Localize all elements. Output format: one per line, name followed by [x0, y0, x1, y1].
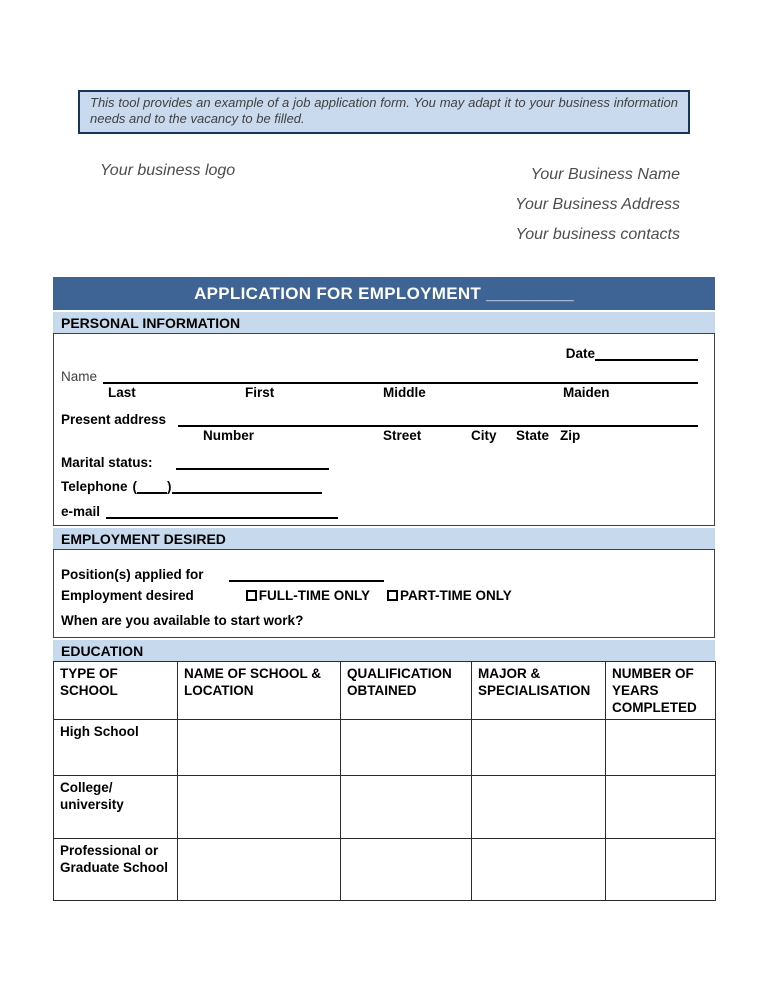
employment-type-row: [61, 582, 698, 609]
sublabel-state: State: [516, 428, 550, 443]
education-cell-empty: [606, 776, 716, 839]
section-heading-employment: EMPLOYMENT DESIRED: [53, 528, 715, 549]
position-applied-label: Position(s) applied for: [61, 567, 204, 582]
fulltime-option: [246, 588, 370, 603]
education-cell-empty: [341, 776, 472, 839]
education-cell-empty: [472, 839, 606, 901]
education-row-label: College/ university: [54, 776, 178, 839]
telephone-paren-open: (: [132, 479, 138, 494]
business-address: Your Business Address: [515, 196, 680, 213]
personal-info-box: [53, 333, 715, 526]
sublabel-first: First: [245, 385, 275, 400]
education-cell-empty: [341, 839, 472, 901]
present-address-label: Present address: [61, 412, 167, 427]
form-title: APPLICATION FOR EMPLOYMENT: [194, 284, 482, 303]
fulltime-checkbox-icon[interactable]: [246, 590, 257, 601]
telephone-fill-line: [172, 480, 322, 494]
education-row-graduate: [54, 839, 716, 901]
position-fill-line: [229, 568, 384, 582]
employment-desired-label: Employment desired: [61, 588, 194, 603]
education-col-major: MAJOR & SPECIALISATION: [472, 662, 606, 720]
business-name: Your Business Name: [530, 166, 680, 183]
fulltime-label: FULL-TIME ONLY: [258, 588, 371, 603]
education-row-label: High School: [54, 720, 178, 776]
sublabel-city: City: [471, 428, 497, 443]
parttime-label: PART-TIME ONLY: [400, 588, 512, 603]
education-cell-empty: [472, 776, 606, 839]
address-sublabels: [61, 427, 698, 445]
education-table: [53, 661, 716, 901]
application-form: [53, 277, 715, 901]
sublabel-last: Last: [108, 385, 136, 400]
sublabel-number: Number: [203, 428, 255, 443]
availability-label: When are you available to start work?: [61, 612, 304, 628]
form-title-blank: _________: [486, 284, 574, 303]
education-cell-empty: [178, 839, 341, 901]
form-title-band: [53, 277, 715, 310]
parttime-checkbox-icon[interactable]: [387, 590, 398, 601]
email-row: [61, 494, 698, 519]
letterhead: [100, 160, 680, 250]
education-cell-empty: [606, 720, 716, 776]
business-contacts: Your business contacts: [515, 226, 680, 243]
marital-fill-line: [176, 456, 329, 470]
education-cell-empty: [606, 839, 716, 901]
sublabel-street: Street: [383, 428, 422, 443]
telephone-label: Telephone: [61, 479, 128, 494]
education-row-highschool: [54, 720, 716, 776]
education-col-years: NUMBER OF YEARS COMPLETED: [606, 662, 716, 720]
address-fill-line: [178, 413, 698, 427]
education-cell-empty: [178, 776, 341, 839]
parttime-option: [387, 588, 512, 603]
business-info: [515, 160, 680, 250]
business-logo-placeholder: Your business logo: [100, 162, 236, 179]
name-row: [61, 361, 698, 384]
availability-row: [61, 609, 698, 631]
employment-desired-box: [53, 549, 715, 638]
email-label: e-mail: [61, 504, 101, 519]
instruction-note: [78, 90, 690, 134]
telephone-row: [61, 470, 698, 494]
education-header-row: [54, 662, 716, 720]
education-col-school: NAME OF SCHOOL & LOCATION: [178, 662, 341, 720]
date-fill-line: [595, 347, 698, 361]
name-label: Name: [61, 369, 98, 384]
date-row: [61, 339, 698, 361]
sublabel-zip: Zip: [560, 428, 581, 443]
name-fill-line: [103, 370, 698, 384]
present-address-row: [61, 402, 698, 427]
telephone-area-fill-line: [137, 480, 167, 494]
email-fill-line: [106, 505, 338, 519]
position-applied-row: [61, 556, 698, 582]
section-heading-personal: PERSONAL INFORMATION: [53, 312, 715, 333]
marital-status-label: Marital status:: [61, 455, 153, 470]
education-cell-empty: [472, 720, 606, 776]
education-row-label: Professional or Graduate School: [54, 839, 178, 901]
date-label: Date: [565, 346, 595, 361]
education-col-qualification: QUALIFICATION OBTAINED: [341, 662, 472, 720]
telephone-paren-close: ): [167, 479, 172, 494]
sublabel-middle: Middle: [383, 385, 426, 400]
sublabel-maiden: Maiden: [563, 385, 610, 400]
education-cell-empty: [178, 720, 341, 776]
name-sublabels: [61, 384, 698, 402]
education-cell-empty: [341, 720, 472, 776]
marital-status-row: [61, 445, 698, 470]
education-col-type: TYPE OF SCHOOL: [54, 662, 178, 720]
section-heading-education: EDUCATION: [53, 640, 715, 661]
education-row-college: [54, 776, 716, 839]
instruction-note-text: This tool provides an example of a job application form. You may adapt it to your business information needs and to the vacancy to be filled.: [90, 95, 678, 126]
